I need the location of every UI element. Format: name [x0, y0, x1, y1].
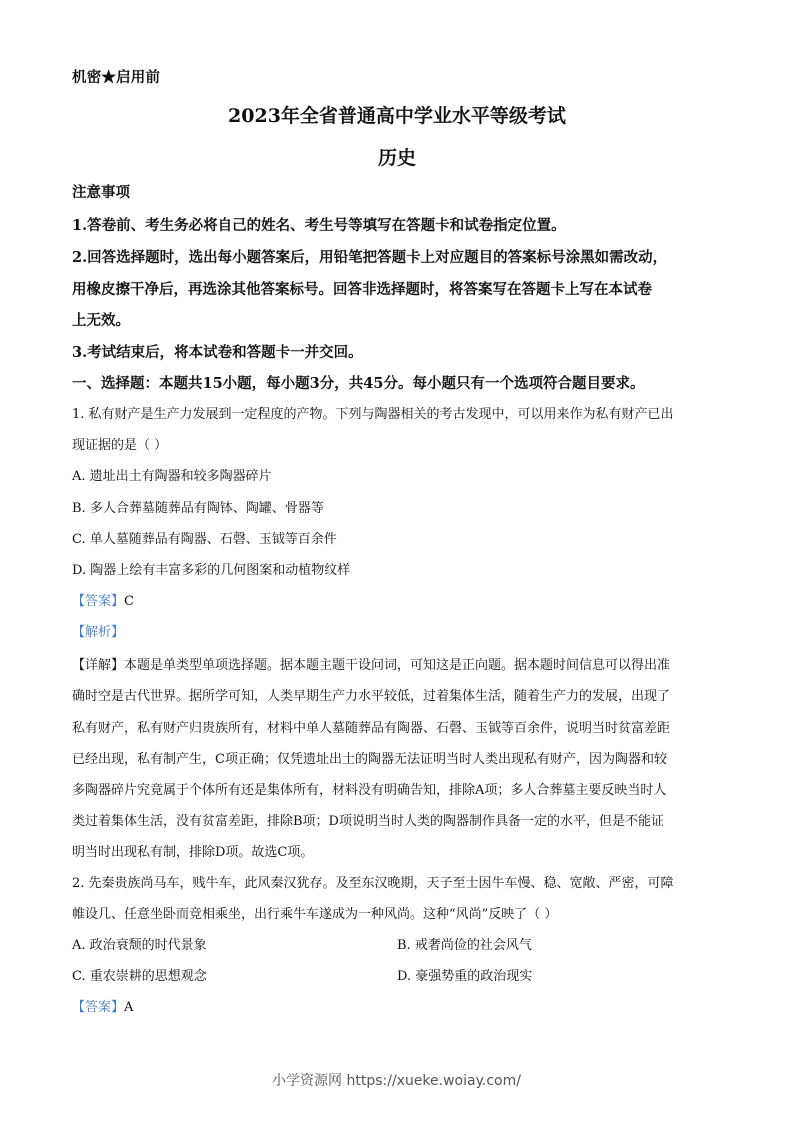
q1-option-c: C. 单人墓随葬品有陶器、石磬、玉钺等百余件: [72, 532, 337, 547]
q2-option-b: B. 戒奢尚俭的社会风气: [397, 938, 532, 953]
answer-tag: 【答案】: [72, 594, 125, 609]
q1-stem-line-2: 现证据的是（ ）: [72, 438, 168, 453]
notice-heading: 注意事项: [72, 184, 130, 201]
q1-option-b: B. 多人合葬墓随葬品有陶钵、陶罐、骨器等: [72, 501, 324, 516]
section-heading: 一、选择题：本题共15小题，每小题3分，共45分。每小题只有一个选项符合题目要求。: [72, 375, 645, 392]
q1-detail-line-1: [72, 654, 670, 673]
exam-subject: 历史: [377, 147, 416, 169]
q2-option-c: C. 重农崇耕的思想观念: [72, 969, 207, 984]
q2-stem-line-2: 帷设几、任意坐卧而竞相乘坐，出行乘牛车遂成为一种风尚。这种“风尚”反映了（ ）: [72, 907, 558, 922]
notice-line-4: 上无效。: [72, 312, 130, 329]
q1-answer: [72, 590, 134, 609]
q1-stem-line-1: 1. 私有财产是生产力发展到一定程度的产物。下列与陶器相关的考古发现中，可以用来作为私有财产已出: [72, 407, 674, 422]
exam-title: 2023年全省普通高中学业水平等级考试: [228, 105, 566, 127]
notice-line-3: 用橡皮擦干净后，再选涂其他答案标号。回答非选择题时，将答案写在答题卡上写在本试卷: [72, 281, 652, 298]
answer-value: A: [124, 1000, 134, 1015]
q2-option-d: D. 豪强势重的政治现实: [397, 969, 533, 984]
answer-value: C: [124, 594, 134, 609]
detail-tag: 【详解】: [72, 658, 125, 673]
q1-detail-line-7: 明当时出现私有制，排除D项。故选C项。: [72, 845, 314, 860]
q1-detail-line-6: 类过着集体生活，没有贫富差距，排除B项；D项说明当时人类的陶器制作具备一定的水平，但是不能证: [72, 814, 664, 829]
notice-line-2: 2.回答选择题时，选出每小题答案后，用铅笔把答题卡上对应题目的答案标号涂黑如需改动，: [72, 249, 668, 266]
detail-text: 本题是单类型单项选择题。据本题主题干设问词，可知这是正向题。据本题时间信息可以得出准: [124, 658, 671, 673]
q1-detail-line-3: 私有财产，私有财产归贵族所有，材料中单人墓随葬品有陶器、石磬、玉钺等百余件，说明当时贫富差距: [72, 721, 671, 736]
q2-answer: [72, 996, 133, 1015]
notice-line-1: 1.答卷前、考生务必将自己的姓名、考生号等填写在答题卡和试卷指定位置。: [72, 217, 566, 234]
q1-detail-line-5: 多陶器碎片究竟属于个体所有还是集体所有，材料没有明确告知，排除A项；多人合葬墓主要反映当时人: [72, 783, 667, 798]
q1-detail-line-2: 确时空是古代世界。据所学可知，人类早期生产力水平较低，过着集体生活，随着生产力的发展，出现了: [72, 689, 671, 704]
q1-option-a: A. 遗址出土有陶器和较多陶器碎片: [72, 469, 272, 484]
secret-label: 机密★启用前: [72, 69, 161, 86]
q2-option-a: A. 政治衰颓的时代景象: [72, 938, 207, 953]
notice-line-5: 3.考试结束后，将本试卷和答题卡一并交回。: [72, 344, 363, 361]
watermark-footer: 小学资源网 https://xueke.woiay.com/: [272, 1073, 521, 1089]
q1-analysis-tag: 【解析】: [72, 625, 125, 640]
q1-detail-line-4: 已经出现，私有制产生，C项正确；仅凭遗址出土的陶器无法证明当时人类出现私有财产，因为陶器和较: [72, 752, 667, 767]
q2-stem-line-1: 2. 先秦贵族尚马车，贱牛车，此风秦汉犹存。及至东汉晚期，天子至士因牛车慢、稳、宽敞、严密，可障: [72, 876, 674, 891]
q1-option-d: D. 陶器上绘有丰富多彩的几何图案和动植物纹样: [72, 563, 351, 578]
answer-tag: 【答案】: [72, 1000, 125, 1015]
